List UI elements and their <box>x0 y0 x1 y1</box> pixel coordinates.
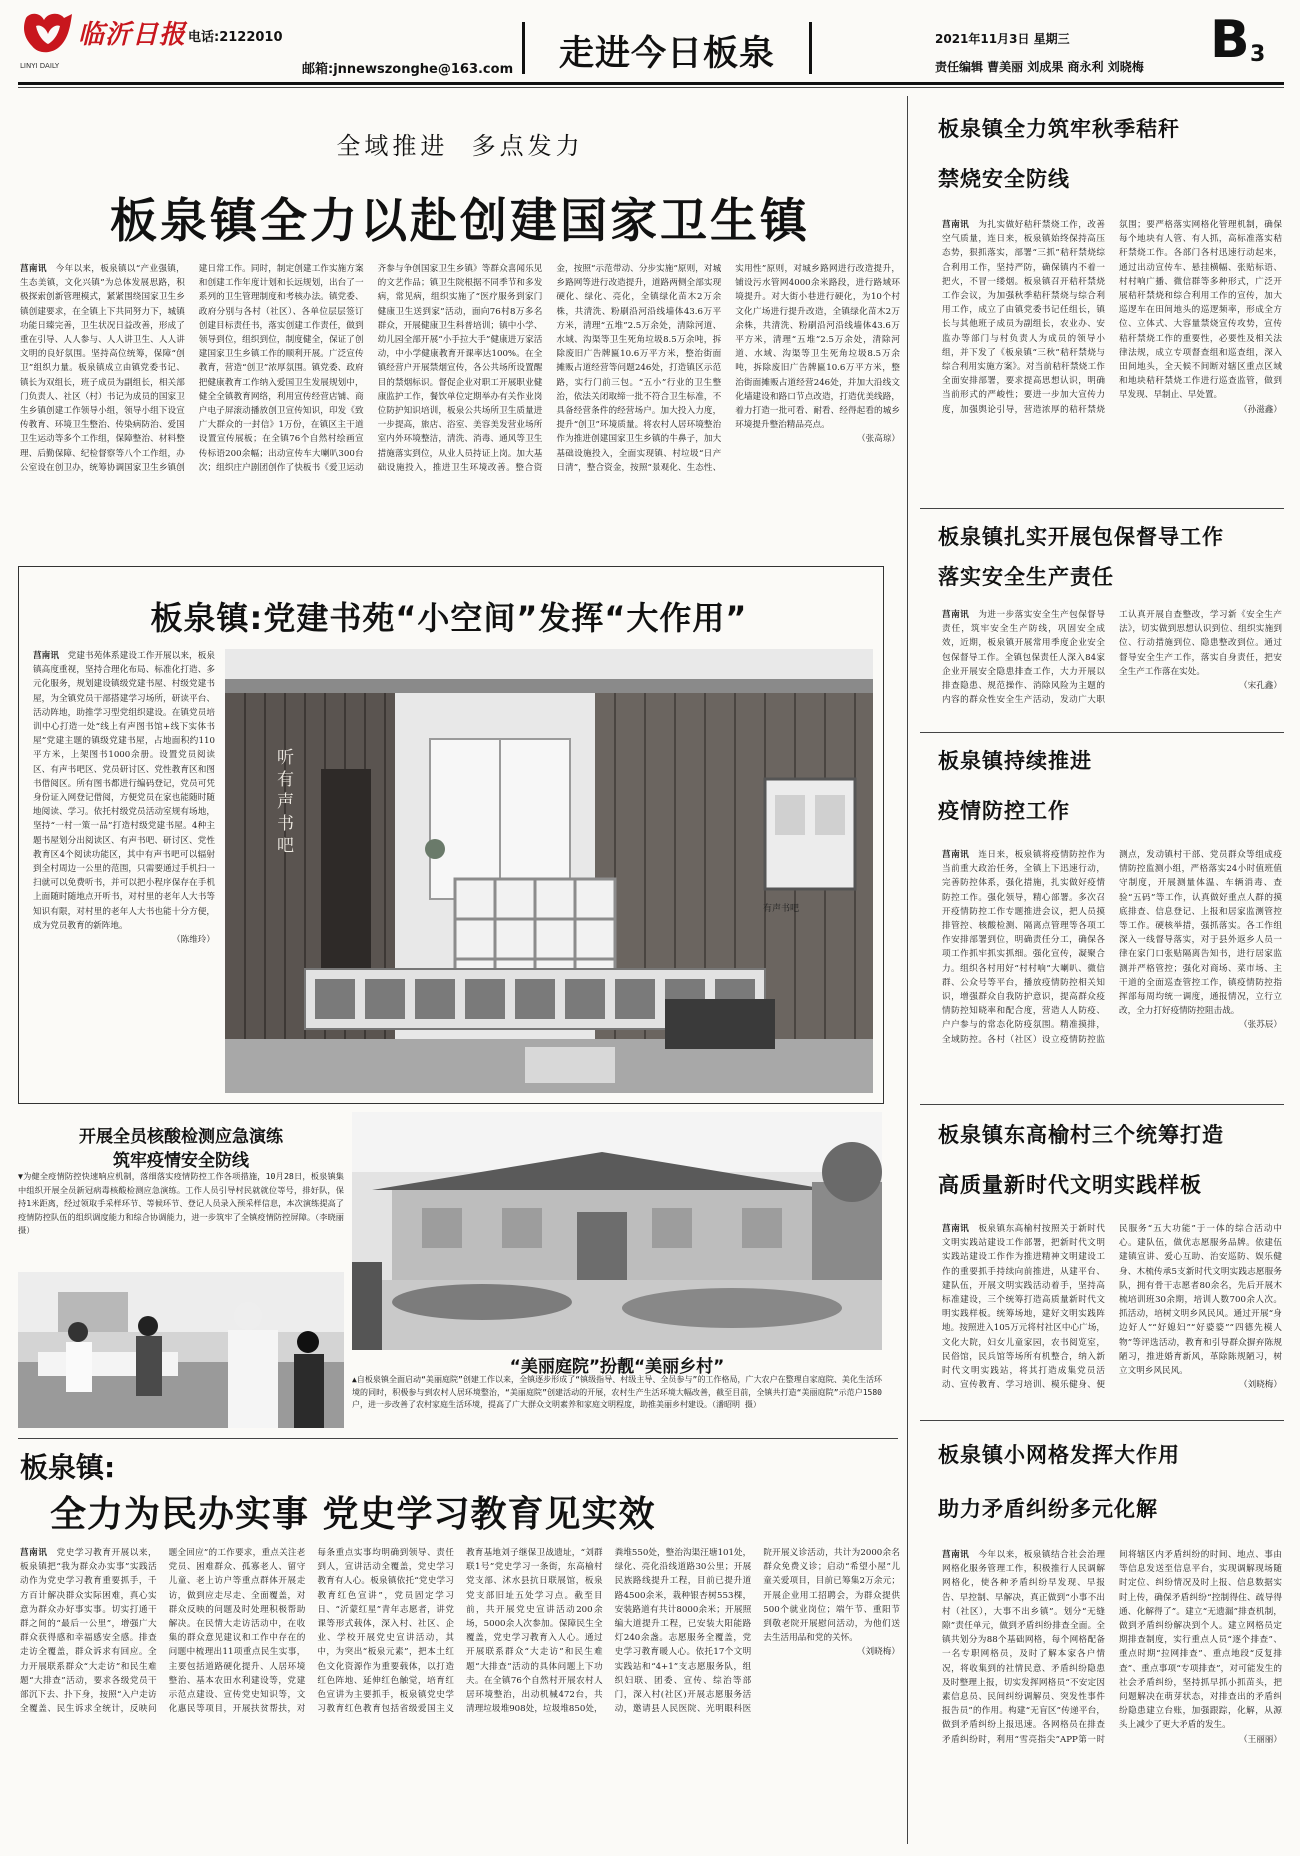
newspaper-logo-sub: LINYI DAILY <box>20 62 60 70</box>
side-0-title-line1: 板泉镇全力筑牢秋季秸秆 <box>938 117 1180 141</box>
lead-title: 板泉镇全力以赴创建国家卫生镇 <box>110 194 810 249</box>
drill-caption-text: ▼为健全疫情防控快速响应机制，落细落实疫情防控工作各项措施，10月28日，板泉镇集中组织开展全员新冠病毒核酸检测应急演练。工作人员引导村民就就位等号，排好队，保持1米距离，经过领取手采样环节、等候环节、登记人员录入预采样信息，本次演练提高了疫情防控队伍的组织调度能力和综合协调能力，进一步筑牢了全镇疫情防控屏障。 <box>18 1171 344 1222</box>
courtyard-caption-text: ▲自板泉镇全面启动“美丽庭院”创建工作以来，全镇逐步形成了“镇级指导、村级主导、全员参与”的工作格局，广大农户在整理自家庭院、美化生活环境的同时，积极参与到农村人居环境整治，“美丽庭院”创建活动的开展，农村生产生活环境大幅改善，截至目前，全镇共打造“美丽庭院”示范户1580户，进一步改善了农村家庭生活环境，提高了广大群众文明素养和家庭文明程度，助推美丽乡村建设。 <box>352 1375 882 1409</box>
side-4-byline: 莒南讯 <box>942 1550 970 1560</box>
masthead-rule <box>18 82 1284 85</box>
side-2-byline: 莒南讯 <box>942 850 970 860</box>
side-0-title-line2: 禁烧安全防线 <box>938 167 1070 191</box>
side-0-body <box>942 218 1282 500</box>
feature-body <box>33 649 215 1089</box>
side-1-title-line2: 落实安全生产责任 <box>938 565 1114 589</box>
side-3-body <box>942 1222 1282 1410</box>
bottom-title-line1: 板泉镇: <box>20 1451 116 1484</box>
lead-sign: （张高琼） <box>857 434 900 445</box>
newspaper-logo-text: 临沂日报 <box>78 20 187 50</box>
lead-body-text: 今年以来，板泉镇以“产业强镇，生态美镇，文化兴镇”为总体发展思路，积极探索创新管理模式，紧紧围绕国家卫生乡镇创建要求，在全镇上下共同努力下，城镇功能日臻完善，卫生状况日益改善，形成了重在引导、人人参与、人人讲卫生、人人讲文明的良好氛围。坚持高位统筹，保障“创卫”组织力量。板泉镇成立由镇党委书记、镇长为双组长，班子成员为副组长，相关部门负责人、社区（村）书记为成员的国家卫生乡镇创建工作领导小组，领导小组下设宣传教育、环境卫生整治、传染病防治、爱国卫生运动等多个工作组，保障整治、材料整理、后勤保障、纪检督察等八个工作组，办公室设在创卫办，统筹协调国家卫生乡镇创建日常工作。同时，制定创建工作实施方案和创建工作年度计划和长远规划，出台了一系列的卫生管理制度和考核办法。镇党委、政府分别与各村（社区）、各单位层层签订创建目标责任书，落实创建工作责任，做到领导到位，组织到位，制度健全，保证了创建国家卫生乡镇工作的顺利开展。广泛宣传教育，营造“创卫”浓厚氛围。镇党委、政府把健康教育工作纳入爱国卫生发展规划中，健全全镇教育网络，利用宣传经营店铺、商户电子屏滚动播放创卫宣传知识，印发《致广大群众的一封信》1万份，在镇区主干道设置宣传展板；在全镇76个自然村绘画宣传标语200余幅；出动宣传车大喇叭300台次；组织庄户剧团创作了快板书《爱卫运动齐参与争创国家卫生乡镇》等群众喜闻乐见的文艺作品；镇卫生院根据不同季节和多发病，常见病，组织实施了“医疗服务到家门 健康卫生送到家”活动，面向76村8万多名群众，开展健康卫生科普培训；镇中小学、幼儿园全部开展“小手拉大手”健康进万家活动，中小学健康教育开课率达100%。在全镇经营户开展禁烟宣传，各公共场所设置醒目的禁烟标识。督促企业对职工开展职业健康监护工作，餐饮单位定期举办有关作业岗位防护知识培训，板泉公共场所卫生质量进一步提高，旅店、浴室、美容美发营业场所室内外环境整洁，清洗、消毒、通风等卫生措施落实到位，从业人员持证上岗。加大基础设施投入，推进卫生环境改善。整合资金，按照“示范带动、分步实施”原则，对城乡路网等进行改造提升，道路两侧全部实现硬化、绿化、亮化，全镇绿化苗木2万余株，共清洗、粉刷沿河沿线墙体43.6万平方米，清理“五堆”2.5万余处，清除河道、水域、沟渠等卫生死角垃圾8.5万余吨，拆除废旧广告牌匾10.6万平方米，整治街面摊贩占道经营等问题246处，打造镇区示范路，实行门前三包。“五小”行业的卫生整治，依法关闭取缔一批不符合卫生标准，不具备经营条件的经营场户。加大投入力度，提升“创卫”环境质量。将农村人居环境整治作为推进创建国家卫生乡镇的牛鼻子，加大基础设施投入，全面实现镇、村垃圾“日产日清”，整合资金，按照“景观化、生态性、实用性”原则，对城乡路网进行改造提升，铺设污水管网4000余米路段，进行路域环境提升。对大街小巷进行硬化，为10个村文化广场进行提升改造，全镇绿化苗木2万余株，共清洗、粉刷沿河沿线墙体43.6万平方米，清理“五堆”2.5万余处，清除河道、水域、沟渠等卫生死角垃圾8.5万余吨，拆除废旧广告牌匾10.6万平方米，整治街面摊贩占道经营246处，并加大沿线文化墙建设和路口节点改造，打造优美线路，着力打造一批可看、耐看、经得起看的城乡环境提升整治精品亮点。 <box>20 264 900 473</box>
drill-title-line2: 筑牢疫情安全防线 <box>113 1151 249 1171</box>
column-divider <box>907 96 908 1844</box>
lead-byline: 莒南讯 <box>20 264 47 274</box>
side-1-title-line1: 板泉镇扎实开展包保督导工作 <box>938 525 1224 549</box>
side-4-body <box>942 1548 1282 1842</box>
side-0-byline: 莒南讯 <box>942 220 970 230</box>
side-3-body-text: 板泉镇东高榆村按照关于新时代文明实践站建设工作部署，把新时代文明实践站建设工作作为推进精神文明建设工作的重要抓手持续向前推进，从建平台、建队伍，开展文明实践活动着手，坚持高标准建设，三个统筹打造高质量新时代文明实践样板。统筹场地，建好文明实践阵地。按照进入105万元将村社区中心广场，文化大院，妇女儿童家园，农书阅览室，民俗馆，民兵馆等场所有机整合，纳入新时代文明实践站，将其打造成集党员活动、宣传教育、学习培训、模乐健身、便民服务“五大功能”于一体的综合活动中心。建队伍，做优志愿服务品牌。依建伍建镇宣讲、爱心互助、治安巡防、娱乐健身、木梳传承5支新时代文明实践志愿服务队，拥有骨干志愿者80余名，先后开展木梳培训班30余期，培训人数700余人次。抓活动，培树文明乡风民风。通过开展“身边好人”“好媳妇”“好婆婆”“四德先模人物”等评选活动，教育和引导群众摒弃陈规陋习，推进婚育新风，革除陈规陋习，树立文明乡风民风。 <box>942 1224 1282 1391</box>
side-rule-4 <box>920 1420 1284 1421</box>
phone: 电话:2122010 <box>188 30 283 45</box>
courtyard-title: “美丽庭院”扮靓“美丽乡村” <box>509 1357 725 1377</box>
side-article-epidemic <box>922 736 1284 1100</box>
side-3-title-line1: 板泉镇东高榆村三个统筹打造 <box>938 1123 1224 1147</box>
side-article-civilization <box>922 1110 1284 1410</box>
bottom-byline: 莒南讯 <box>20 1548 48 1558</box>
drill-caption <box>18 1170 344 1266</box>
bottom-article <box>20 1446 900 1846</box>
bottom-body-text: 党史学习教育开展以来，板泉镇把“我为群众办实事”实践活动作为党史学习教育重要抓手，千方百计解决群众实际困难，真心实意为群众办好事实事。切实打通干群之间的“最后一公里”，增强广大群众获得感和幸福感安全感。排查走访全覆盖，群众诉求有回应。全力开展联系群众“大走访”和民生难题“大排查”活动，要求各级党员干部沉下去、扑下身，按照“入户走访全覆盖、民生诉求全统计，反映问题全回应”的工作要求，重点关注老党员、困难群众、孤寡老人、留守儿童、老上访户等重点群体开展走访，做到应走尽走、全面覆盖，对群众反映的问题及时处理积极帮助解决。在民情大走访活动中，在收集的群众意见建议和工作中存在的问题中梳理出11项重点民生实事，主要包括道路硬化提升、人居环境整治、基本农田水利建设等，党建示范点建设、宣传党史知识等，文化惠民等项目，开展扶贫帮扶，对每条重点实事均明确到领导、责任到人，宣讲活动全覆盖，党史学习教育有人心。板泉镇依托“党史学习教育红色宣讲”，党员固定学习日、“沂蒙红星”青年志愿者，讲党课等形式载体，深入村、社区、企业、学校开展党史宣讲活动，其中，为突出“板泉元素”，把本土红色文化资源作为重要载体，以打造红色阵地、延伸红色触觉，培育红色宣讲为主要抓手，板泉镇党史学习教育红色教育包括省级爱国主义教育基地刘子继保卫战遗址，“刘群联1号”党史学习一条街，东高榆村党支部、沭水县抗日联展馆，板泉党支部旧址五处学习点。截至目前，共开展党史宣讲活动200余场，5000余人次参加。保障民生全覆盖，党史学习教育入人心。通过开展联系群众“大走访”和民生难题“大排查”活动的具体问题上下功夫。在全镇76个自然村开展农村人居环境整治，出动机械472台，共清理垃圾堆908处，垃圾堆850处，粪堆550处，整治沟渠汪塘101处，绿化、亮化沿线道路30公里；开展民族路线提升工程，目前已提升道路4500余米，栽种银杏树553棵，安装路道有共计8000余米；开展照编大道提升工程，已安装大阳能路灯240余盏。志愿服务全覆盖，党史学习教育暖人心。依托17个文明实践站和“4+1”支志愿服务队，组织妇联、团委、宣传、综治等部门，深入村(社区)开展志愿服务活动，邀请县人民医院、光明眼科医院开展义诊活动，共计为2000余名群众免费义诊；启动“希望小屋”儿童关爱项目，目前已筹集2万余元；开展企业用工招聘会，为群众提供500个就业岗位；端午节、重阳节到敬老院开展慰问活动，为他们送去生活用品和党的关怀。 <box>20 1548 900 1715</box>
courtyard-caption <box>352 1374 882 1428</box>
courtyard-block <box>352 1112 882 1428</box>
feature-title: 板泉镇:党建书苑“小空间”发挥“大作用” <box>150 599 748 637</box>
section-title: 走进今日板泉 <box>558 34 775 74</box>
editors: 责任编辑 曹美丽 刘成果 商永利 刘晓梅 <box>935 60 1144 74</box>
newspaper-logo-icon <box>20 10 76 60</box>
side-2-body-text: 连日来，板泉镇将疫情防控作为当前重大政治任务，全镇上下迅速行动，完善防控体系，强化措施，扎实做好疫情防控工作。强化领导，精心部署。多次召开疫情防控工作专题推进会议，把人员摸排管控、核酸检测、隔离点管理等各项工作安排部署到位，明确责任分工，确保各项工作抓牢抓实抓细。强化宣传，凝聚合力。组织各村用好“村村响”大喇叭、微信群、公众号等平台，播放疫情防控相关知识，增强群众自我防护意识，提高群众疫情防控知晓率和配合度，营造人人防疫、户户参与的常态化防疫氛围。精准摸排，全域防控。各村（社区）设立疫情防控监测点，发动镇村干部、党员群众等组成疫情防控监测小组，严格落实24小时值班值守制度，开展测量体温、车辆消毒、查验“五码”等工作，认真做好重点人群的摸底排查、信息登记、上报和居家监测管控等工作。硬核举措，强抓落实。各工作组深入一线督导落实，对于县外返乡人员一律在家门口张贴隔离告知书，进行居家监测并严格管控；强化对商场、菜市场、主干道的全面巡查管控工作，镇疫情防控指挥部每周均统一调度，通报情况，立行立改，全力打好疫情防控阻击战。 <box>942 850 1282 1045</box>
side-1-byline: 莒南讯 <box>942 610 970 620</box>
drill-sign: （李晓丽 摄） <box>18 1211 344 1235</box>
bottom-section-rule <box>18 1438 898 1439</box>
side-2-title-line2: 疫情防控工作 <box>938 799 1070 823</box>
bottom-sign: （刘晓梅） <box>856 1647 900 1658</box>
issue-date: 2021年11月3日 星期三 <box>935 32 1070 46</box>
side-rule-3 <box>920 1104 1284 1105</box>
page-number: 3 <box>1250 42 1266 67</box>
side-rule-1 <box>920 508 1284 509</box>
drill-block <box>18 1112 344 1428</box>
masthead <box>0 0 1300 80</box>
reading-room-sign: 听 有声 书吧 <box>277 748 294 856</box>
masthead-rule-thin <box>18 87 1284 88</box>
drill-title-line1: 开展全员核酸检测应急演练 <box>79 1127 283 1147</box>
feature-box <box>18 566 884 1104</box>
side-4-title-line2: 助力矛盾纠纷多元化解 <box>938 1497 1158 1521</box>
drill-photo <box>18 1272 344 1428</box>
side-article-straw-burning <box>922 104 1284 500</box>
side-4-sign: （王丽丽） <box>1239 1734 1282 1745</box>
courtyard-sign: （潘昭明 摄） <box>712 1400 761 1409</box>
courtyard-photo <box>352 1112 882 1350</box>
side-2-sign: （张苏辰） <box>1239 1020 1282 1031</box>
reading-room-wall-text: 有声书吧 <box>763 904 800 914</box>
lead-article <box>20 96 900 566</box>
side-2-title-line1: 板泉镇持续推进 <box>938 749 1092 773</box>
side-3-byline: 莒南讯 <box>942 1224 970 1234</box>
side-1-body-text: 为进一步落实安全生产包保督导责任，筑牢安全生产防线，巩固安全成效，近期，板泉镇开展常用季度企业安全包保督导工作。全镇包保责任人深入84家企业开展安全隐患排查工作，大力开展以排查隐患、规范操作、消除风险为主题的内容的群众性安全生产活动，发动广大职工认真开展自查整改，学习新《安全生产法》，切实做到思想认识到位、组织实施到位、行动措施到位、隐患整改到位。通过督导安全生产工作，落实自身责任，把安全生产工作落在实处。 <box>942 610 1282 706</box>
feature-sign: （陈维玲） <box>172 935 215 946</box>
side-1-body <box>942 608 1282 724</box>
bottom-body <box>20 1546 900 1846</box>
email: 邮箱:jnnewszonghe@163.com <box>302 62 514 77</box>
page-letter: B <box>1210 10 1250 70</box>
side-0-sign: （孙滋鑫） <box>1239 404 1282 415</box>
feature-byline: 莒南讯 <box>33 651 60 661</box>
side-article-safety <box>922 512 1284 730</box>
side-4-body-text: 今年以来，板泉镇结合社会治理网格化服务管理工作，积极推行人民调解网格化，使各种矛盾纠纷早发现、早报告、早控制、早解决，真正做到“小事不出村（社区），大事不出乡镇”。划分“无缝隙”责任单元，做到矛盾纠纷排查全面。全镇共划分为88个基础网格，每个网格配备一名专职网格员，及时了解本家各户情况，将收集到的社情民意、矛盾纠纷隐患及时整理上报，切实发挥网格员“不安定因素信息员、民间纠纷调解员、突发性事件报告员”的作用。构建“无盲区”传递平台，做到矛盾纠纷上报迅速。各网格员在排查矛盾纠纷时，利用“雪亮指尖”APP第一时间将辖区内矛盾纠纷的时间、地点、事由等信息发送至信息平台，实现调解现场随时定位、纠纷情况及时上报、信息数据实时上传，确保矛盾纠纷“控制得住、疏导得通、化解得了”。建立“无遗漏”排查机制，做到矛盾纠纷解决到个人。建立网格员定期排查制度，实行重点人员“逐个排查”、重点时期“拉网排查”、重点地段“反复排查”、重点事项“专项排查”，对可能发生的社会矛盾纠纷，坚持抓早抓小抓苗头，把问题解决在萌芽状态，对排查出的矛盾纠纷隐患建立台账，加强跟踪，化解，从源头上减少了更大矛盾的发生。 <box>942 1550 1282 1745</box>
side-2-body <box>942 848 1282 1098</box>
side-article-grid <box>922 1426 1284 1846</box>
side-1-sign: （宋孔鑫） <box>1239 681 1282 692</box>
side-0-body-text: 为扎实做好秸秆禁烧工作，改善空气质量，连日来，板泉镇始终保持高压态势，狠抓落实，部署“三抓”秸秆禁烧综合利用工作，坚持严防，确保镇内不着一把火，不冒一缕烟。板泉镇召开秸秆禁烧工作会议，为加强秋季秸秆禁烧与综合利用工作，成立了由镇党委书记任组长，镇长与其他班子成员为副组长，农业办、安监办等部门与村负责人为成员的领导小组，并下发了《板泉镇“三秋”秸秆禁烧与综合利用实施方案》。对当前秸秆禁烧工作全面安排部署，要求提高思想认识，明确当前形式的严峻性；要进一步加大宣传力度，加强舆论引导，营造浓厚的秸秆禁烧氛围；要严格落实网格化管理机制，确保每个地块有人管、有人抓，高标准落实秸秆禁烧工作。各部门各村迅速行动起来，通过出动宣传车、悬挂横幅、张贴标语、村村响广播、微信群等多种形式，广泛开展秸秆禁烧和综合利用工作的宣传，加大巡逻车在田间地头的巡逻频率，形成全方位、立体式、大容量禁烧宣传攻势，宣传秸秆禁烧工作的重要性，必要性及相关法律法规，成立专项督查组和巡查组，深入田间地头，全天候不间断对辖区重点区域和地块秸秆禁烧工作进行巡查监管，做到早发现、早制止、早处置。 <box>942 220 1282 415</box>
lead-body <box>20 262 900 566</box>
reading-room-photo <box>225 649 873 1093</box>
side-rule-2 <box>920 732 1284 733</box>
feature-body-text: 党建书苑体系建设工作开展以来，板泉镇高度重视，坚持合理化布局、标准化打造、多元化服务，规划建设镇级党建书屋、村级党建书屋，为全镇党员干部搭建学习场所，研读平台、活动阵地，助推学习型党组织建设。在镇党员培训中心打造一处“线上有声图书馆+线下实体书屋”党建主题的镇级党建书屋，占地面积约110平方米，上架图书1000余册。设置党员阅读区、有声书吧区、党员研讨区、党性教育区和图书借阅区。所有图书都进行编码登记，党员可凭身份证入网登记借阅，方便党员在家也能随时随地阅读、学习。依托村级党员活动室规有场地，坚持“一村一策一品”打造村级党建书屋。4种主题书屋划分出阅读区、有声书吧、研讨区、党性教育区4个阅读功能区，其中有声书吧可以辐射到全村周边一公里的范围，只需要通过手机扫一扫就可以免费听书，并可以把小程序保存在手机上面随时随地点开听书，对村里的老年人大书等知识有限，对村里的老年人大书也能十分方便，成为党员教育的新阵地。 <box>33 651 215 931</box>
lead-kicker: 全域推进 多点发力 <box>336 132 584 160</box>
side-4-title-line1: 板泉镇小网格发挥大作用 <box>938 1443 1180 1467</box>
side-3-title-line2: 高质量新时代文明实践样板 <box>938 1173 1202 1197</box>
bottom-title-line2: 全力为民办实事 党史学习教育见实效 <box>50 1494 656 1535</box>
side-3-sign: （刘晓梅） <box>1239 1380 1282 1391</box>
